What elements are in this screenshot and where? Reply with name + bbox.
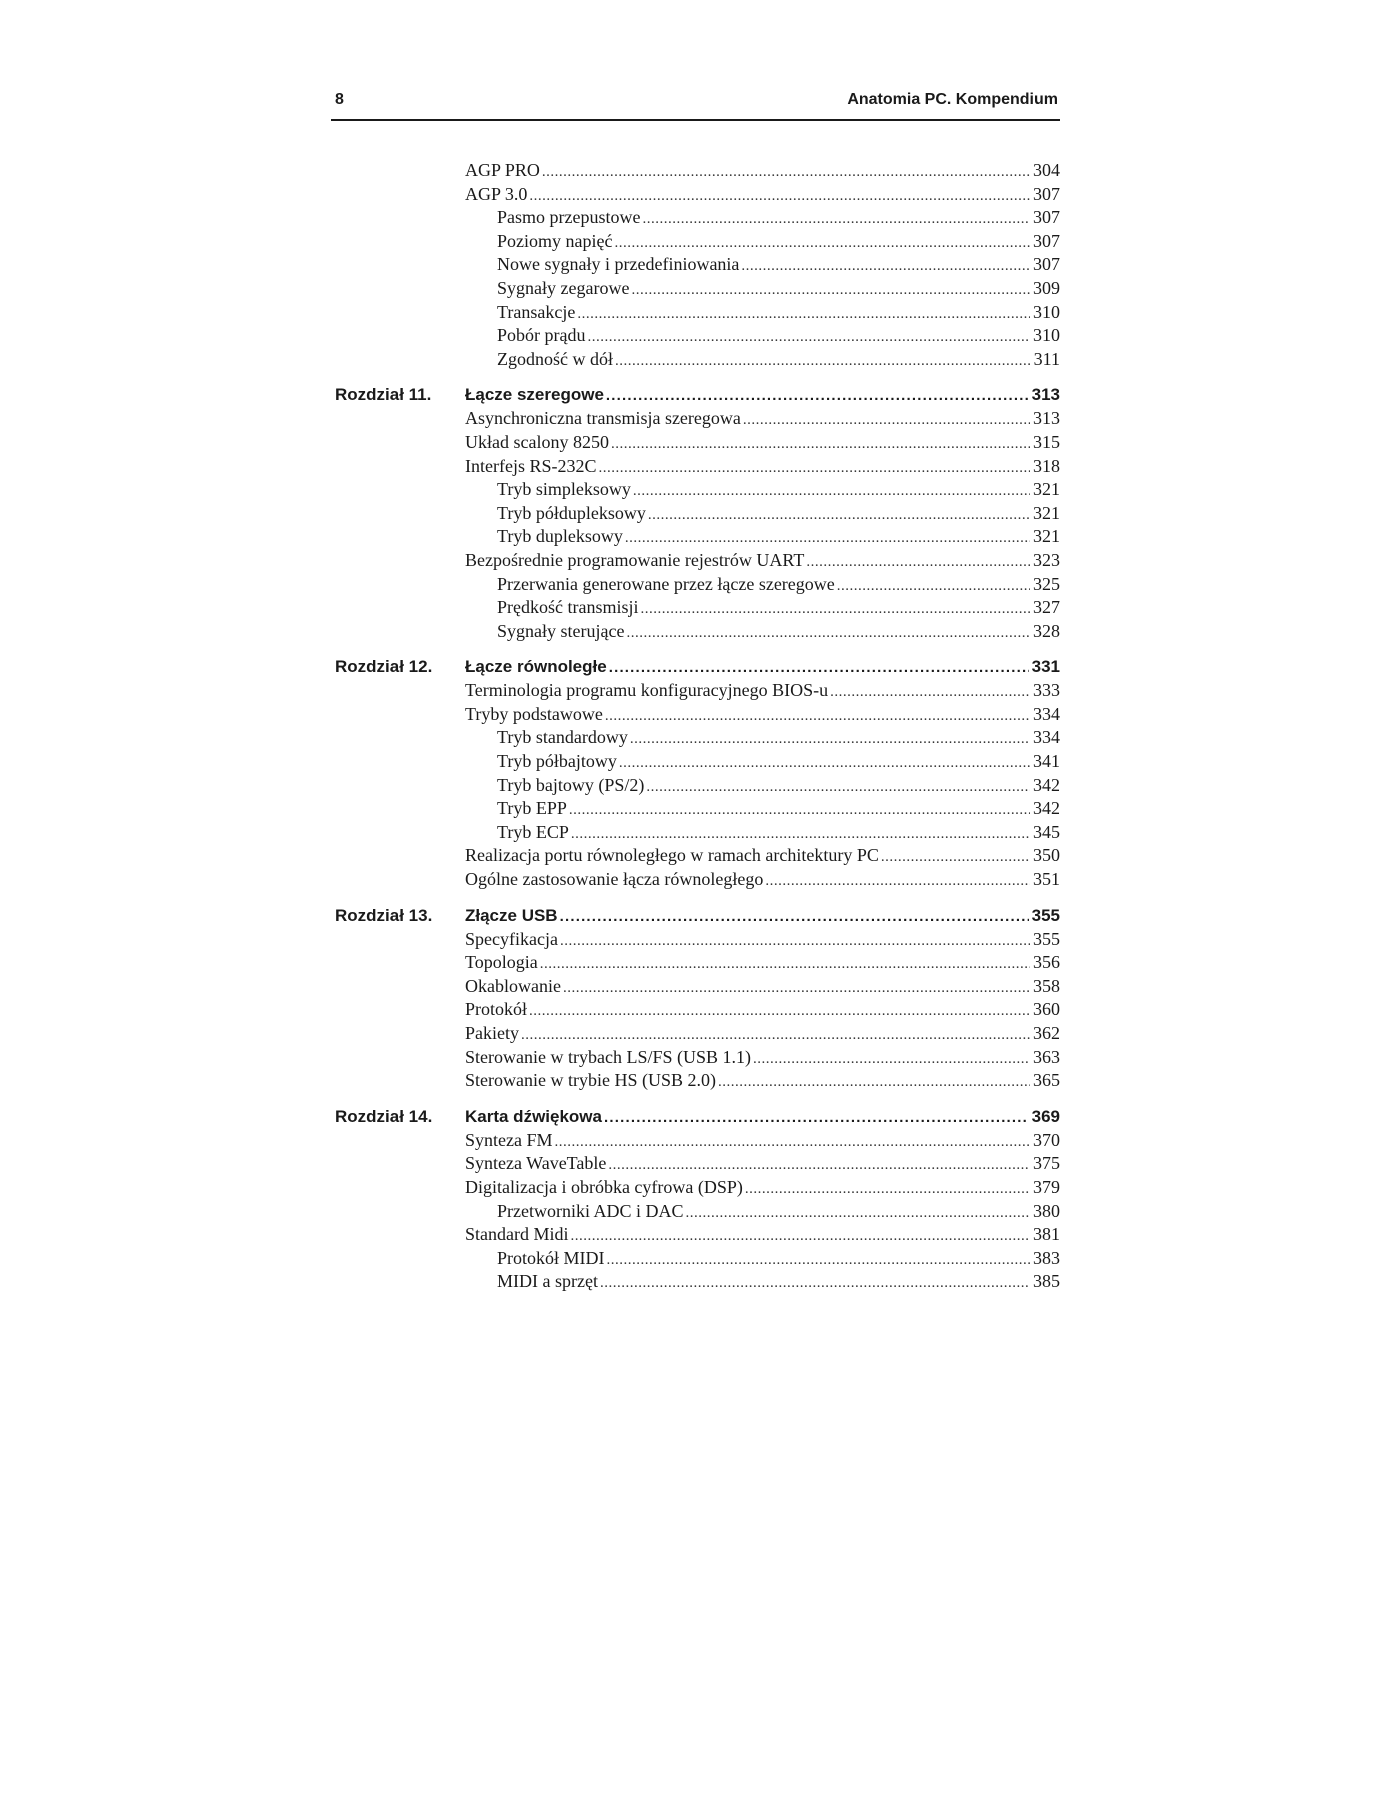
dot-leader	[625, 527, 1030, 551]
dot-leader	[745, 1178, 1030, 1202]
toc-entry[interactable]	[331, 797, 1060, 821]
toc-entry[interactable]	[331, 1152, 1060, 1176]
toc-entry-title: Sterowanie w trybach LS/FS (USB 1.1)	[465, 1046, 751, 1067]
chapter-page: 355	[1031, 905, 1060, 925]
toc-entry-page: 327	[1033, 597, 1060, 618]
dot-leader	[569, 799, 1030, 823]
toc-entry[interactable]	[331, 431, 1060, 455]
toc-entry[interactable]	[331, 407, 1060, 431]
toc-entry-title: Przetworniki ADC i DAC	[497, 1200, 684, 1221]
toc-entry[interactable]	[331, 1129, 1060, 1153]
toc-entry-page: 351	[1033, 869, 1060, 890]
toc-entry[interactable]	[331, 596, 1060, 620]
chapter-heading[interactable]	[331, 904, 1060, 928]
toc-entry-page: 358	[1033, 975, 1060, 996]
toc-entry-title: AGP 3.0	[465, 183, 528, 204]
toc-entry[interactable]	[331, 206, 1060, 230]
dot-leader	[588, 326, 1031, 350]
chapter-heading[interactable]	[331, 1105, 1060, 1129]
toc-entry[interactable]	[331, 620, 1060, 644]
chapter-page: 369	[1031, 1106, 1060, 1126]
dot-leader	[630, 728, 1030, 752]
toc-entry-page: 310	[1033, 325, 1060, 346]
toc-entry[interactable]	[331, 478, 1060, 502]
toc-entry-page: 309	[1033, 277, 1060, 298]
dot-leader	[604, 1106, 1029, 1130]
toc-entry-title: Poziomy napięć	[497, 230, 613, 251]
chapter-title: Łącze równoległe	[465, 657, 607, 677]
dot-leader	[571, 823, 1030, 847]
chapter-label: Rozdział 13.	[335, 905, 433, 925]
dot-leader	[542, 161, 1030, 185]
toc-entry-title: Ogólne zastosowanie łącza równoległego	[465, 869, 764, 890]
toc-entry-page: 307	[1033, 207, 1060, 228]
toc-entry-title: Tryb dupleksowy	[497, 526, 623, 547]
chapter-title: Łącze szeregowe	[465, 385, 604, 405]
toc-entry[interactable]	[331, 928, 1060, 952]
toc-entry-page: 360	[1033, 999, 1060, 1020]
toc-entry-page: 321	[1033, 479, 1060, 500]
chapter-title: Złącze USB	[465, 905, 558, 925]
toc-entry-title: Digitalizacja i obróbka cyfrowa (DSP)	[465, 1176, 743, 1197]
toc-entry-page: 318	[1033, 455, 1060, 476]
toc-entry-page: 325	[1033, 573, 1060, 594]
toc-entry-page: 315	[1033, 431, 1060, 452]
toc-entry[interactable]	[331, 951, 1060, 975]
dot-leader	[521, 1024, 1030, 1048]
toc-entry-title: Topologia	[465, 952, 538, 973]
table-of-contents	[331, 159, 1060, 1294]
dot-leader	[609, 656, 1029, 680]
dot-leader	[608, 1154, 1030, 1178]
toc-entry-page: 341	[1033, 751, 1060, 772]
toc-entry-title: AGP PRO	[465, 160, 540, 180]
dot-leader	[642, 208, 1030, 232]
dot-leader	[743, 409, 1030, 433]
toc-entry-title: Przerwania generowane przez łącze szeregowe	[497, 573, 835, 594]
chapter-label: Rozdział 11.	[335, 385, 432, 405]
dot-leader	[606, 384, 1029, 408]
dot-leader	[540, 953, 1030, 977]
dot-leader	[614, 232, 1030, 256]
dot-leader	[741, 255, 1030, 279]
toc-entry[interactable]	[331, 502, 1060, 526]
toc-entry-title: Sygnały zegarowe	[497, 277, 630, 298]
toc-entry-page: 342	[1033, 798, 1060, 819]
toc-entry-page: 307	[1033, 230, 1060, 251]
toc-entry[interactable]	[331, 348, 1060, 372]
toc-entry-title: Specyfikacja	[465, 928, 558, 949]
toc-entry[interactable]	[331, 844, 1060, 868]
toc-entry-page: 350	[1033, 845, 1060, 866]
toc-entry[interactable]	[331, 301, 1060, 325]
toc-entry-page: 307	[1033, 183, 1060, 204]
dot-leader	[641, 598, 1031, 622]
chapter-title: Karta dźwiękowa	[465, 1106, 602, 1126]
toc-entry[interactable]	[331, 703, 1060, 727]
toc-entry-title: Protokół MIDI	[497, 1247, 605, 1268]
toc-entry[interactable]	[331, 573, 1060, 597]
toc-entry-page: 363	[1033, 1046, 1060, 1067]
toc-entry[interactable]	[331, 750, 1060, 774]
toc-entry[interactable]	[331, 1223, 1060, 1247]
chapter-page: 313	[1031, 385, 1060, 405]
toc-entry[interactable]	[331, 549, 1060, 573]
toc-entry-title: Tryb ECP	[497, 821, 569, 842]
toc-entry[interactable]	[331, 726, 1060, 750]
toc-entry-page: 307	[1033, 254, 1060, 275]
page-number: 8	[335, 91, 344, 108]
toc-entry-title: MIDI a sprzęt	[497, 1271, 598, 1292]
toc-entry[interactable]	[331, 159, 1060, 183]
toc-entry-page: 356	[1033, 952, 1060, 973]
toc-entry-title: Tryb simpleksowy	[497, 479, 631, 500]
toc-entry[interactable]	[331, 868, 1060, 892]
toc-entry-title: Synteza FM	[465, 1129, 553, 1150]
dot-leader	[598, 457, 1030, 481]
toc-entry[interactable]	[331, 1247, 1060, 1271]
toc-entry-title: Terminologia programu konfiguracyjnego BIOS-u	[465, 680, 829, 701]
toc-entry-page: 383	[1033, 1247, 1060, 1268]
chapter-label: Rozdział 14.	[335, 1106, 433, 1126]
dot-leader	[718, 1071, 1030, 1095]
running-header	[331, 89, 1060, 121]
dot-leader	[560, 930, 1030, 954]
dot-leader	[611, 433, 1030, 457]
dot-leader	[529, 185, 1030, 209]
toc-entry-title: Transakcje	[497, 301, 576, 322]
dot-leader	[648, 504, 1030, 528]
toc-entry-title: Protokół	[465, 999, 528, 1020]
toc-entry-title: Tryb bajtowy (PS/2)	[497, 774, 645, 795]
toc-entry-page: 379	[1033, 1176, 1060, 1197]
toc-entry-title: Pobór prądu	[497, 325, 586, 346]
toc-entry-title: Nowe sygnały i przedefiniowania	[497, 254, 740, 275]
toc-entry-title: Układ scalony 8250	[465, 431, 609, 452]
toc-entry-page: 370	[1033, 1129, 1060, 1150]
toc-entry-title: Interfejs RS-232C	[465, 455, 597, 476]
dot-leader	[631, 279, 1030, 303]
toc-entry[interactable]	[331, 975, 1060, 999]
dot-leader	[646, 776, 1030, 800]
dot-leader	[765, 870, 1030, 894]
toc-entry-page: 381	[1033, 1224, 1060, 1245]
toc-entry-title: Standard Midi	[465, 1224, 569, 1245]
dot-leader	[837, 575, 1030, 599]
dot-leader	[560, 905, 1029, 929]
chapter-label: Rozdział 12.	[335, 657, 433, 677]
toc-entry-page: 333	[1033, 680, 1060, 701]
toc-entry-page: 323	[1033, 549, 1060, 570]
toc-entry-page: 328	[1033, 620, 1060, 641]
toc-entry[interactable]	[331, 1200, 1060, 1224]
toc-entry-title: Synteza WaveTable	[465, 1153, 607, 1174]
toc-entry[interactable]	[331, 253, 1060, 277]
toc-entry-title: Pasmo przepustowe	[497, 207, 641, 228]
toc-entry-page: 345	[1033, 821, 1060, 842]
toc-entry-title: Okablowanie	[465, 975, 561, 996]
toc-entry-page: 342	[1033, 774, 1060, 795]
toc-entry-title: Asynchroniczna transmisja szeregowa	[465, 408, 741, 429]
dot-leader	[753, 1048, 1030, 1072]
toc-entry-page: 334	[1033, 703, 1060, 724]
dot-leader	[806, 551, 1030, 575]
toc-entry-page: 321	[1033, 526, 1060, 547]
book-title: Anatomia PC. Kompendium	[847, 91, 1058, 108]
toc-entry-title: Sterowanie w trybie HS (USB 2.0)	[465, 1070, 716, 1091]
toc-entry[interactable]	[331, 324, 1060, 348]
toc-entry-page: 365	[1033, 1070, 1060, 1091]
toc-entry-title: Sygnały sterujące	[497, 620, 625, 641]
dot-leader	[555, 1131, 1031, 1155]
dot-leader	[563, 977, 1030, 1001]
chapter-heading[interactable]	[331, 383, 1060, 407]
dot-leader	[577, 303, 1030, 327]
chapter-heading[interactable]	[331, 655, 1060, 679]
dot-leader	[633, 480, 1030, 504]
toc-entry[interactable]	[331, 455, 1060, 479]
toc-entry-page: 311	[1033, 348, 1060, 369]
toc-entry[interactable]	[331, 230, 1060, 254]
toc-entry-title: Bezpośrednie programowanie rejestrów UART	[465, 549, 805, 570]
toc-entry-title: Tryby podstawowe	[465, 703, 603, 724]
toc-entry-title: Tryb półbajtowy	[497, 751, 617, 772]
toc-entry[interactable]	[331, 525, 1060, 549]
toc-entry-title: Pakiety	[465, 1023, 519, 1043]
toc-entry[interactable]	[331, 1176, 1060, 1200]
toc-entry-page: 355	[1033, 928, 1060, 949]
toc-entry-page: 304	[1033, 160, 1060, 180]
toc-entry[interactable]	[331, 1270, 1060, 1294]
dot-leader	[571, 1225, 1031, 1249]
toc-entry-page: 334	[1033, 727, 1060, 748]
toc-entry[interactable]	[331, 1069, 1060, 1093]
toc-entry-title: Tryb półdupleksowy	[497, 502, 646, 523]
toc-entry[interactable]	[331, 774, 1060, 798]
toc-entry[interactable]	[331, 1022, 1060, 1046]
toc-entry-page: 385	[1033, 1271, 1060, 1292]
toc-entry-title: Tryb EPP	[497, 798, 567, 819]
toc-entry-page: 375	[1033, 1153, 1060, 1174]
toc-entry[interactable]	[331, 1046, 1060, 1070]
toc-entry-page: 321	[1033, 502, 1060, 523]
dot-leader	[881, 846, 1030, 870]
toc-entry[interactable]	[331, 679, 1060, 703]
toc-entry-page: 313	[1033, 408, 1060, 429]
dot-leader	[605, 705, 1030, 729]
toc-entry[interactable]	[331, 821, 1060, 845]
toc-entry-title: Prędkość transmisji	[497, 597, 639, 618]
dot-leader	[619, 752, 1030, 776]
toc-entry-page: 310	[1033, 301, 1060, 322]
dot-leader	[529, 1000, 1030, 1024]
toc-entry-title: Realizacja portu równoległego w ramach architektury PC	[465, 845, 879, 866]
toc-entry[interactable]	[331, 277, 1060, 301]
toc-entry-page: 380	[1033, 1200, 1060, 1221]
dot-leader	[600, 1272, 1030, 1296]
dot-leader	[615, 350, 1031, 374]
toc-entry-title: Zgodność w dół	[497, 348, 613, 369]
toc-entry[interactable]	[331, 998, 1060, 1022]
dot-leader	[830, 681, 1030, 705]
dot-leader	[607, 1249, 1031, 1273]
dot-leader	[626, 622, 1030, 646]
toc-entry[interactable]	[331, 183, 1060, 207]
dot-leader	[686, 1202, 1031, 1226]
chapter-page: 331	[1031, 657, 1060, 677]
toc-entry-title: Tryb standardowy	[497, 727, 628, 748]
toc-entry-page: 362	[1033, 1023, 1060, 1043]
